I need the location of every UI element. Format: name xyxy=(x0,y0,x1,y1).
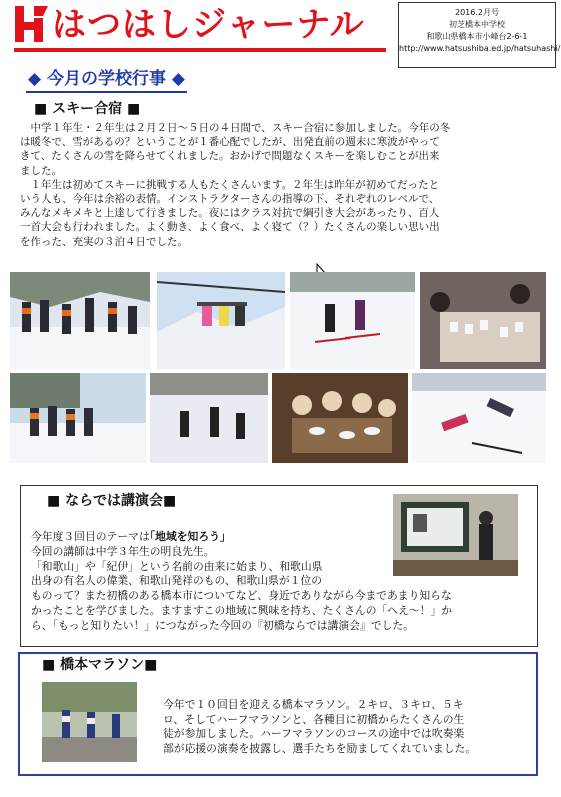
text-line: は暖冬で、雪があるの？ということが１番心配でしたが、出発直前の週末に寒波がやって xyxy=(20,136,440,149)
theme-title: ｢地域を知ろう｣ xyxy=(149,530,226,543)
marathon-heading: ■ 橋本マラソン■ xyxy=(42,657,158,673)
photo-marathon xyxy=(42,682,137,762)
text-line: 中学１年生・２年生は２月２日～５日の４日間で、スキー合宿に参加しました。今年の冬 xyxy=(20,122,451,134)
ski-para2 xyxy=(20,178,550,249)
text-line: 今回の講師は中学３年生の明良先生。 xyxy=(31,544,215,558)
text-line: 徒が参加しました。ハーフマラソンのコースの途中では吹奏楽 xyxy=(163,727,465,740)
ski-para1 xyxy=(20,121,550,178)
text-line: を作った、充実の３泊４日でした。 xyxy=(20,235,188,248)
text-line: 今年で１０回目を迎える橋本マラソン。２キロ、３キロ、５キ xyxy=(163,698,464,711)
issue-date: 2016.2月号 xyxy=(455,8,499,17)
text-line: ました。 xyxy=(20,164,62,177)
text-line: きて、たくさんの雪を降らせてくれました。おかげで問題なくスキーを楽しむことが出来 xyxy=(20,150,440,163)
issue-info-box xyxy=(398,2,561,68)
text-line: 「和歌山」や「紀伊」という名前の由来に始まり、和歌山県 xyxy=(31,559,323,573)
photo-ski-lift xyxy=(157,272,285,369)
text-line: みんなメキメキと上達して行きました。夜にはクラス対抗で綱引き大会があったり、百人 xyxy=(20,207,440,220)
lecture-heading: ■ ならでは講演会■ xyxy=(47,493,177,509)
text-line: 出身の有名人の偉業、和歌山発祥のもの、和歌山県が１位の xyxy=(31,574,323,588)
theme-prefix: 今年度３回目のテーマは xyxy=(31,530,150,543)
ski-camp-text xyxy=(20,121,550,249)
photo-card-game xyxy=(420,272,546,369)
photo-skiers-slope xyxy=(290,272,415,369)
text-line: １年生は初めてスキーに挑戦する人もたくさんいます。２年生は昨年が初めてだったと xyxy=(20,178,440,191)
photo-snow-play xyxy=(412,373,546,463)
text-line: かったことを学びました。ますますこの地域に興味を持ち、たくさんの「へえ～！」か xyxy=(31,603,453,617)
title-underline xyxy=(14,48,386,52)
text-line: 部が応援の演奏を披露し、選手たちを励ましてくれていました。 xyxy=(163,741,477,755)
text-line: 一首大会も行われました。よく動き、よく食べ、よく寝て（？）たくさんの楽しい思い出 xyxy=(20,221,440,234)
photo-ski-group xyxy=(10,272,150,369)
text-line: ものって？また初橋のある橋本市についてなど、身近でありながら今まであまり知らな xyxy=(31,589,452,603)
school-address: 和歌山県橋本市小峰台2-6-1 xyxy=(426,32,528,41)
school-url[interactable]: http://www.hatsushiba.ed.jp/hatsuhashi/ xyxy=(399,44,561,53)
school-name: 初芝橋本中学校 xyxy=(449,20,505,29)
photo-ski-line xyxy=(10,373,146,463)
text-line: いう人も、今年は余裕の表情。インストラクターさんの指導の下、それぞれのレベルで、 xyxy=(20,193,440,206)
lecture-section xyxy=(20,485,538,647)
logo-h-icon xyxy=(14,4,50,44)
photo-dinner xyxy=(272,373,408,463)
marathon-section xyxy=(18,652,538,776)
marathon-text xyxy=(163,698,533,756)
ski-camp-heading: ■ スキー合宿 ■ xyxy=(34,101,141,117)
newsletter-title: はつはしジャーナル xyxy=(52,5,365,45)
text-line: ら、「もっと知りたい！」につながった今回の『初橋ならでは講演会』でした。 xyxy=(31,618,414,632)
photo-ski-lesson xyxy=(150,373,268,463)
text-line: ロ、そしてハーフマラソンと、各種目に初橋からたくさんの生 xyxy=(163,712,465,726)
events-heading: ◆ 今月の学校行事 ◆ xyxy=(26,68,187,93)
photo-lecture xyxy=(393,494,518,576)
